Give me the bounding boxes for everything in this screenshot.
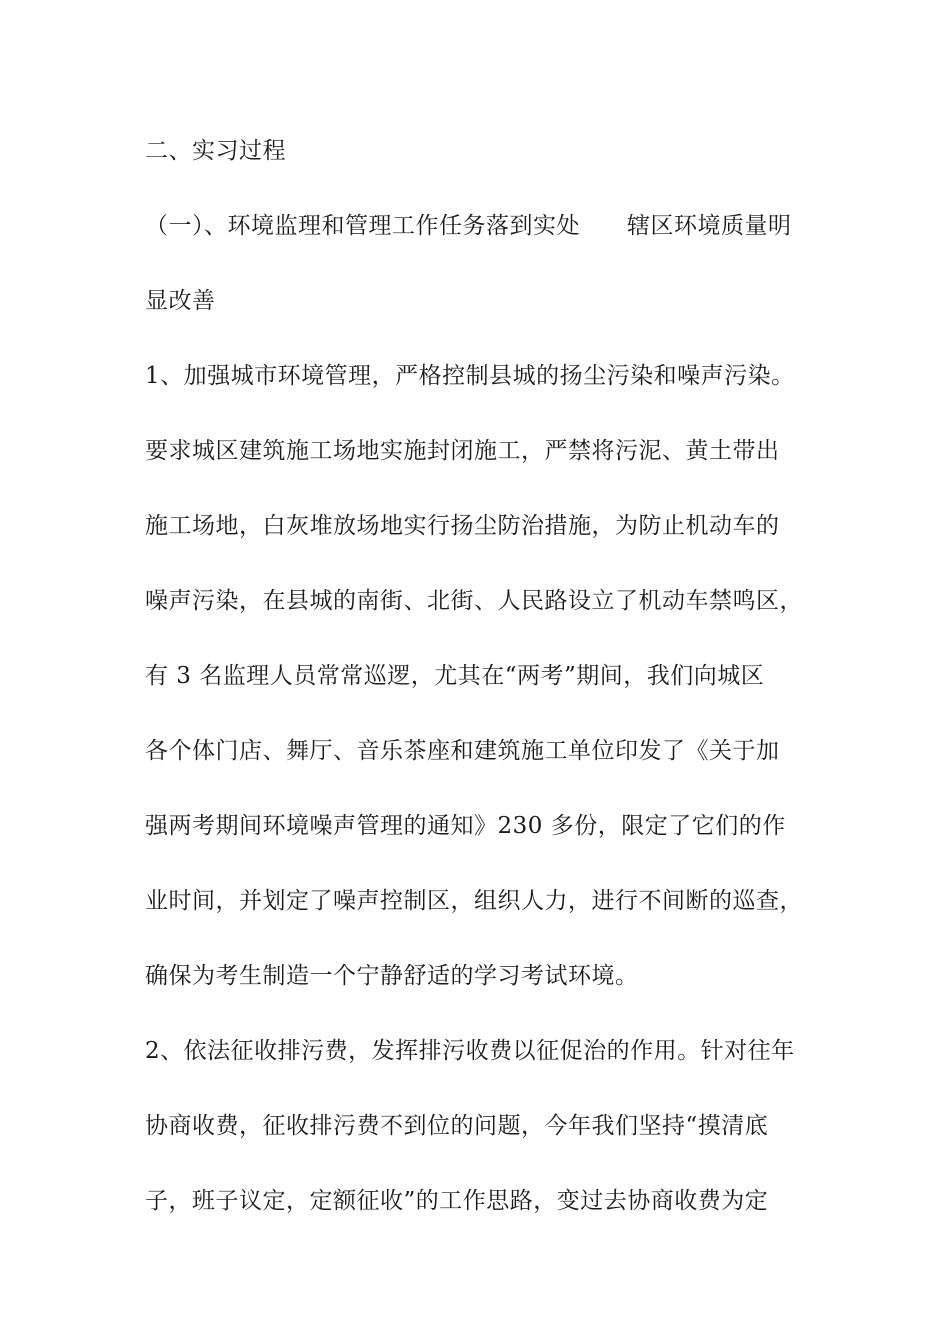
subheading-line-2: 显改善 [145, 288, 216, 314]
body-text-line: 各个体门店、舞厅、音乐茶座和建筑施工单位印发了《关于加 [145, 738, 780, 764]
body-text-line: 1、加强城市环境管理，严格控制县城的扬尘污染和噪声污染。 [145, 363, 795, 389]
body-text-line: 确保为考生制造一个宁静舒适的学习考试环境。 [145, 963, 639, 989]
body-text-line: 2、依法征收排污费，发挥排污收费以征促治的作用。针对往年 [145, 1038, 795, 1064]
section-heading: 二、实习过程 [145, 138, 286, 164]
body-text-line: 协商收费，征收排污费不到位的问题，今年我们坚持“摸清底 [145, 1113, 769, 1139]
body-text-line: 要求城区建筑施工场地实施封闭施工，严禁将污泥、黄土带出 [145, 438, 780, 464]
body-text-line: 有 3 名监理人员常常巡逻，尤其在“两考”期间，我们向城区 [145, 663, 765, 689]
body-text-line: 业时间，并划定了噪声控制区，组织人力，进行不间断的巡查， [145, 888, 803, 914]
body-text-line: 施工场地，白灰堆放场地实行扬尘防治措施，为防止机动车的 [145, 513, 780, 539]
body-text-line: 子，班子议定，定额征收”的工作思路，变过去协商收费为定 [145, 1188, 769, 1214]
subheading-line-1: （一）、环境监理和管理工作任务落到实处 辖区环境质量明 [145, 213, 792, 239]
body-text-line: 噪声污染，在县城的南街、北街、人民路设立了机动车禁鸣区， [145, 588, 803, 614]
body-text-line: 强两考期间环境噪声管理的通知》230 多份，限定了它们的作 [145, 813, 786, 839]
